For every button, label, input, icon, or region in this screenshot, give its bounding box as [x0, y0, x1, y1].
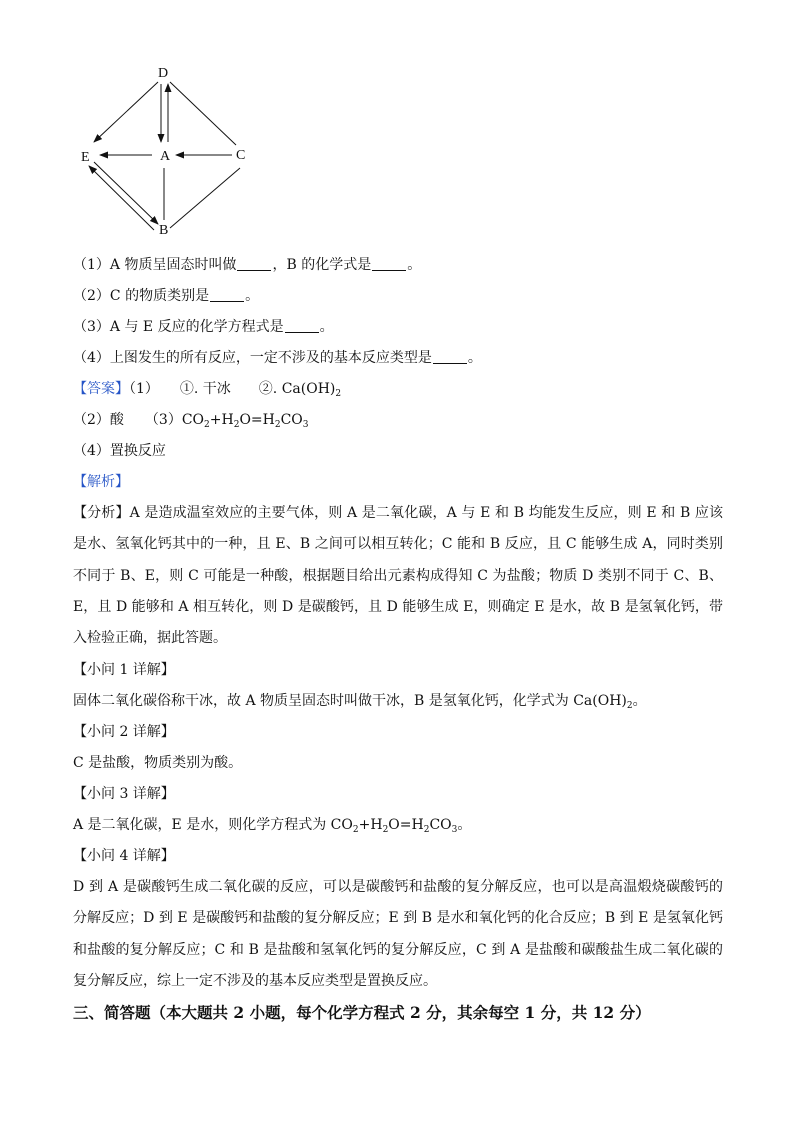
answer-blank[interactable] [210, 287, 244, 302]
subquestion-1-title: 【小问 1 详解】 [73, 662, 175, 678]
arrow-b-to-e [89, 166, 154, 230]
analysis-paragraph: 【分析】A 是造成温室效应的主要气体，则 A 是二氧化碳，A 与 E 和 B 均能发生反应，则 E 和 B 应该是水、氢氧化钙其中的一种，且 E、B 之间可以相互转化；C 能和 B 反应，且 C 能够生成 A，同时类别不同于 B、E，则 C 可能是一种酸，根据题目给出元素构成得知 C 为盐酸；物质 D 类别不同于 C、B、E，且 D 能够和 A 相互转化，则 D 是碳酸钙，且 D 能够生成 E，则确定 E 是水，故 B 是氢氧化钙，带入检验正确，据此答题。 [73, 505, 724, 647]
node-a: A [160, 149, 171, 164]
line-d-c [170, 82, 236, 145]
answer-line-1: 【答案】（1） ①. 干冰 ②. $Ca(OH)_2$ [73, 381, 342, 399]
line-c-b [170, 168, 240, 228]
section-heading: 三、简答题（本大题共 2 小题，每个化学方程式 2 分，其余每空 1 分，共 12 分） [73, 1003, 651, 1022]
question-3: （3）A 与 E 反应的化学方程式是 。 [73, 319, 334, 335]
reaction-diagram [70, 58, 260, 238]
node-e: E [81, 150, 90, 165]
subquestion-4-text: D 到 A 是碳酸钙生成二氧化碳的反应，可以是碳酸钙和盐酸的复分解反应，也可以是高温煅烧碳酸钙的分解反应；D 到 E 是碳酸钙和盐酸的复分解反应；E 到 B 是水和氧化钙的化合反应；B 到 E 是氢氧化钙和盐酸的复分解反应；C 和 B 是盐酸和氢氧化钙的复分解反应，C 到 A 是盐酸和碳酸盐生成二氧化碳的复分解反应，综上一定不涉及的基本反应类型是置换反应。 [73, 879, 723, 989]
subquestion-4-title: 【小问 4 详解】 [73, 848, 175, 864]
arrow-d-to-e [94, 82, 158, 142]
answer-blank[interactable] [285, 318, 319, 333]
subquestion-3-text: A 是二氧化碳，E 是水，则化学方程式为 $CO_2+H_2O=H_2CO_3$。 [73, 817, 472, 835]
answer-line-2: （2）酸 $(3)CO_2+H_2O=H_2CO_3$ [73, 412, 309, 430]
node-b: B [159, 223, 169, 238]
answer-blank[interactable] [237, 256, 271, 271]
subquestion-2-title: 【小问 2 详解】 [73, 724, 175, 740]
subquestion-2-text: C 是盐酸，物质类别为酸。 [73, 755, 243, 771]
answer-line-3: （4）置换反应 [73, 443, 166, 459]
node-c: C [236, 148, 246, 163]
answer-tag: 【答案】 [73, 381, 129, 397]
answer-blank[interactable] [372, 256, 406, 271]
question-1: （1）A 物质呈固态时叫做 ，B 的化学式是 。 [73, 257, 422, 273]
question-4: （4）上图发生的所有反应，一定不涉及的基本反应类型是 。 [73, 350, 482, 366]
arrow-e-to-b [94, 162, 158, 224]
analysis-tag: 【解析】 [73, 474, 129, 490]
subquestion-1-text: 固体二氧化碳俗称干冰，故 A 物质呈固态时叫做干冰，B 是氢氧化钙，化学式为 $Ca(OH)_2$。 [73, 693, 647, 711]
node-d: D [158, 66, 169, 81]
question-2: （2）C 的物质类别是 。 [73, 288, 260, 304]
answer-blank[interactable] [433, 349, 467, 364]
subquestion-3-title: 【小问 3 详解】 [73, 786, 175, 802]
